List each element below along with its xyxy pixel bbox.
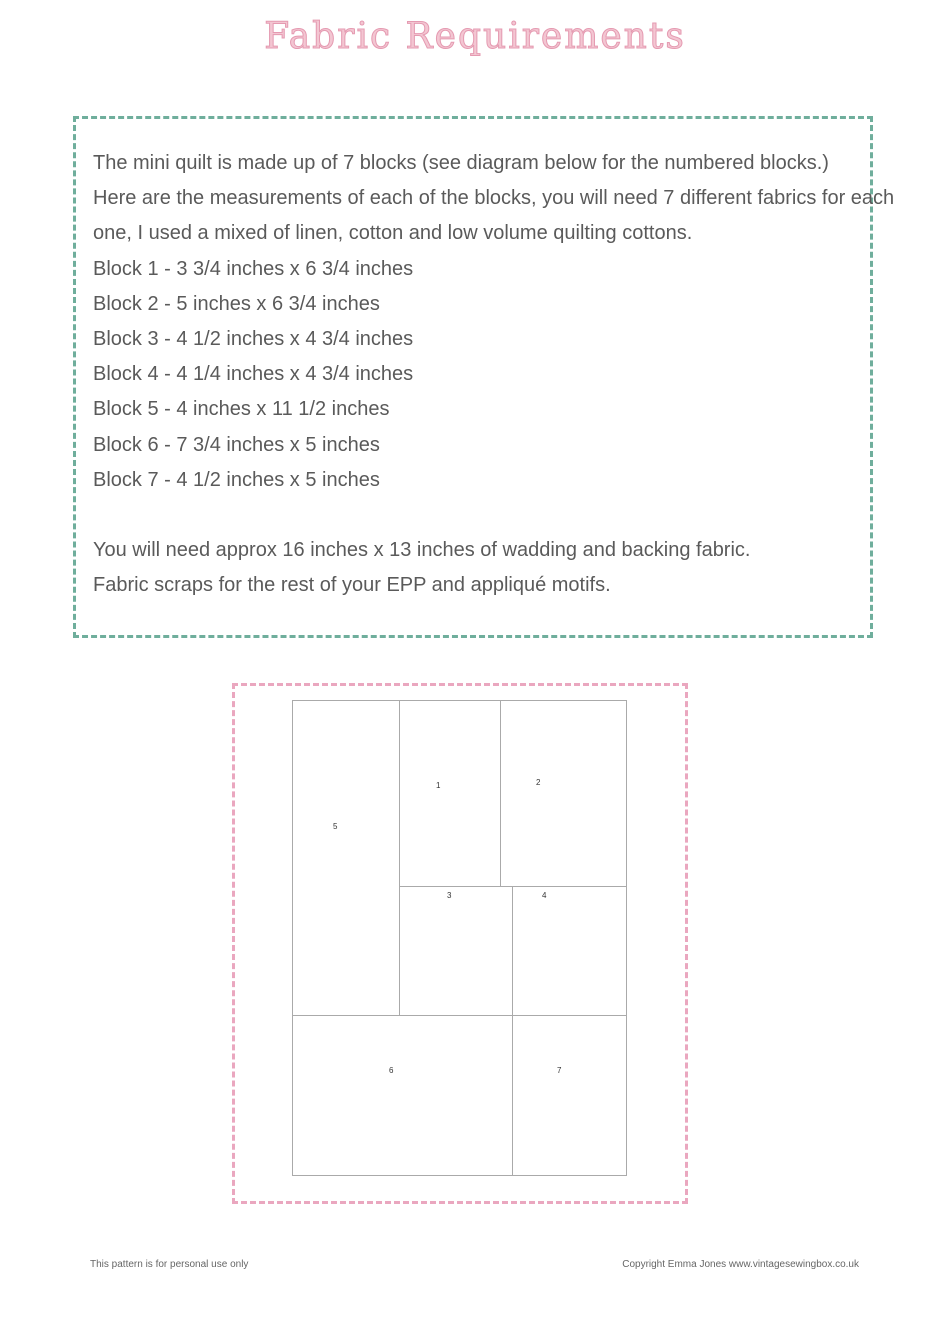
- copyright-notice: Copyright Emma Jones www.vintagesewingbox.co.uk: [622, 1259, 859, 1270]
- spacer-line: [93, 498, 894, 533]
- block-4-outline: [513, 887, 627, 1016]
- block-5-measurement: Block 5 - 4 inches x 11 1/2 inches: [93, 398, 390, 421]
- wadding-note: You will need approx 16 inches x 13 inches of wadding and backing fabric.: [93, 539, 751, 562]
- block-2-outline: [501, 701, 627, 887]
- block-6-measurement: Block 6 - 7 3/4 inches x 5 inches: [93, 433, 380, 456]
- block-6-outline: [293, 1016, 513, 1176]
- block-5-outline: [293, 701, 400, 1016]
- block-3-outline: [400, 887, 513, 1016]
- block-3-label: 3: [447, 891, 452, 900]
- scraps-note: Fabric scraps for the rest of your EPP and appliqué motifs.: [93, 574, 611, 597]
- block-4-measurement: Block 4 - 4 1/4 inches x 4 3/4 inches: [93, 363, 414, 386]
- block-5-label: 5: [333, 822, 338, 831]
- intro-line-3: one, I used a mixed of linen, cotton and low volume quilting cottons.: [93, 222, 693, 245]
- intro-line-1: The mini quilt is made up of 7 blocks (see diagram below for the numbered blocks.): [93, 152, 829, 174]
- block-2-measurement: Block 2 - 5 inches x 6 3/4 inches: [93, 292, 380, 315]
- block-1-measurement: Block 1 - 3 3/4 inches x 6 3/4 inches: [93, 257, 414, 280]
- block-2-label: 2: [536, 778, 541, 787]
- personal-use-notice: This pattern is for personal use only: [90, 1259, 249, 1270]
- block-1-label: 1: [436, 781, 441, 790]
- requirements-box: [73, 116, 895, 638]
- block-3-measurement: Block 3 - 4 1/2 inches x 4 3/4 inches: [93, 327, 414, 350]
- block-7-outline: [513, 1016, 627, 1176]
- block-1-outline: [400, 701, 501, 887]
- requirements-text: [93, 146, 894, 603]
- quilt-block-diagram: [292, 700, 627, 1176]
- block-6-label: 6: [389, 1066, 394, 1075]
- intro-line-2: Here are the measurements of each of the blocks, you will need 7 different fabrics for each: [93, 187, 895, 210]
- block-7-measurement: Block 7 - 4 1/2 inches x 5 inches: [93, 468, 380, 491]
- block-4-label: 4: [542, 891, 547, 900]
- block-7-label: 7: [557, 1066, 562, 1075]
- page-title: Fabric Requirements: [264, 16, 686, 57]
